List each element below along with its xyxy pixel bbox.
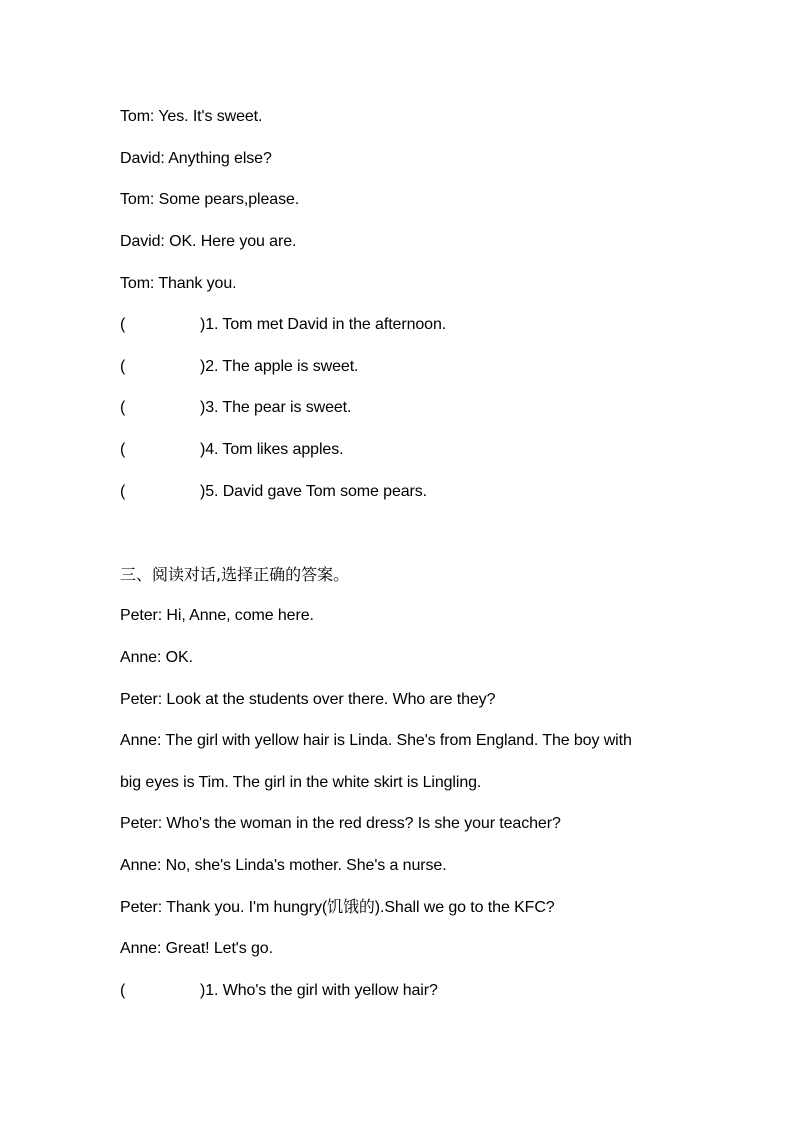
dialogue-line: Tom: Yes. It's sweet.: [120, 108, 263, 125]
question-text: )3. The pear is sweet.: [200, 399, 352, 416]
dialogue-line: David: Anything else?: [120, 150, 272, 167]
dialogue-line: Peter: Who's the woman in the red dress? Is she your teacher?: [120, 815, 561, 832]
dialogue-line: Anne: The girl with yellow hair is Linda. She's from England. The boy with: [120, 732, 632, 749]
dialogue-line: Peter: Look at the students over there. Who are they?: [120, 691, 496, 708]
answer-blank-open: (: [120, 982, 126, 999]
question-text: )1. Tom met David in the afternoon.: [200, 316, 447, 333]
dialogue-line: Anne: OK.: [120, 649, 193, 666]
answer-blank-open: (: [120, 358, 126, 375]
dialogue-line: Anne: No, she's Linda's mother. She's a nurse.: [120, 857, 447, 874]
answer-blank-open: (: [120, 399, 126, 416]
answer-blank-open: (: [120, 316, 126, 333]
section-heading: 三、阅读对话,选择正确的答案。: [120, 565, 350, 584]
question-text: )4. Tom likes apples.: [200, 441, 344, 458]
question-text: )1. Who's the girl with yellow hair?: [200, 982, 438, 999]
dialogue-line: Tom: Some pears,please.: [120, 191, 300, 208]
answer-blank-open: (: [120, 441, 126, 458]
dialogue-line: Peter: Thank you. I'm hungry(饥饿的).Shall we go to the KFC?: [120, 899, 555, 916]
dialogue-line: David: OK. Here you are.: [120, 233, 297, 250]
dialogue-line: Peter: Hi, Anne, come here.: [120, 607, 314, 624]
answer-blank-open: (: [120, 483, 126, 500]
dialogue-line: big eyes is Tim. The girl in the white skirt is Lingling.: [120, 774, 482, 791]
question-text: )5. David gave Tom some pears.: [200, 483, 428, 500]
question-text: )2. The apple is sweet.: [200, 358, 359, 375]
dialogue-line: Anne: Great! Let's go.: [120, 940, 273, 957]
dialogue-line: Tom: Thank you.: [120, 275, 237, 292]
